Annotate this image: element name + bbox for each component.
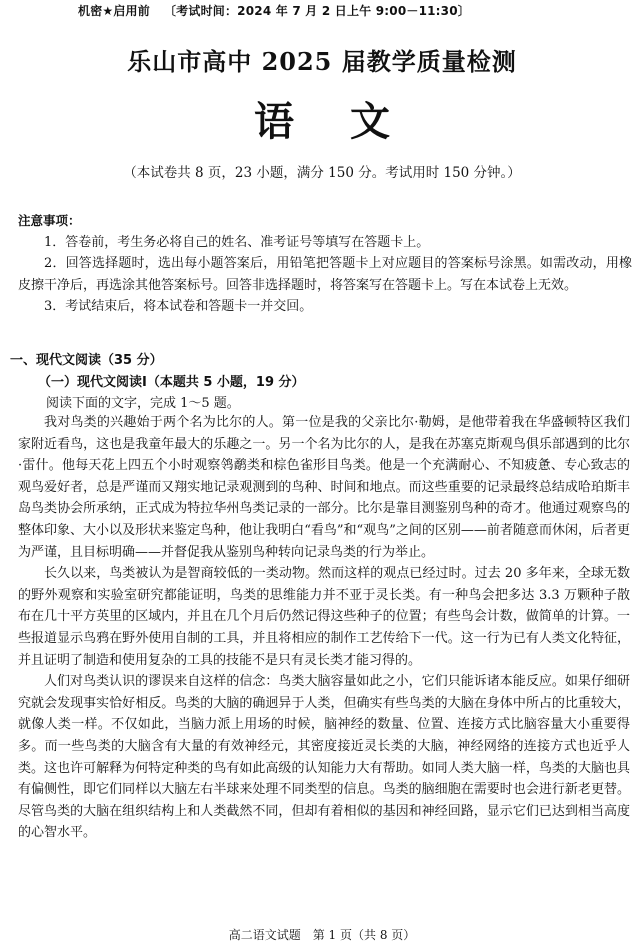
reading-instruction: 阅读下面的文字，完成 1～5 题。 <box>46 396 240 411</box>
exam-info: （本试卷共 8 页，23 小题，满分 150 分。考试用时 150 分钟。） <box>123 165 521 181</box>
passage-paragraph: 长久以来，鸟类被认为是智商较低的一类动物。然而这样的观点已经过时。过去 20 多年来，全球无数的野外观察和实验室研究都能证明，鸟类的思维能力并不亚于灵长类。有一种鸟会把多达 3.3 万颗种子散布在几十平方英里的区域内，并且在几个月后仍然记得这些种子的位置；有些鸟会计数，做简单的计算。一些报道显示鸟鸦在野外使用自制的工具，并且将相应的制作工艺传给下一代。这一行为已有人类文化特征，并且证明了制造和使用复杂的工具的技能不是只有灵长类才能习得的。 <box>18 566 630 668</box>
subject-title: 语文 <box>254 98 446 145</box>
note-item: 2．回答选择题时，选出每小题答案后，用铅笔把答题卡上对应题目的答案标号涂黑。如需改动，用橡皮擦干净后，再选涂其他答案标号。回答非选择题时，将答案写在答题卡上。写在本试卷上无效。 <box>18 256 632 293</box>
note-item: 3．考试结束后，将本试卷和答题卡一并交回。 <box>44 299 313 314</box>
subsection-heading: （一）现代文阅读Ⅰ（本题共 5 小题，19 分） <box>38 375 305 390</box>
passage-paragraph: 人们对鸟类认识的谬误来自这样的信念：鸟类大脑容量如此之小，它们只能诉诸本能反应。如果仔细研究就会发现事实恰好相反。鸟类的大脑的确迥异于人类，但确实有些鸟类的大脑在身体中所占的比重较大，就像人类一样。不仅如此，当脑力派上用场的时候，脑神经的数量、位置、连接方式比脑容量大小重要得多。而一些鸟类的大脑含有大量的有效神经元，其密度接近灵长类的大脑，神经网络的连接方式也近乎人类。这也许可解释为何特定种类的鸟有如此高级的认知能力大有帮助。如同人类大脑一样，鸟类的大脑也具有偏侧性，即它们同样以大脑左右半球来处理不同类型的信息。鸟类的脑细胞在需要时也会进行新老更替。尽管鸟类的大脑在组织结构上和人类截然不同，但却有着相似的基因和神经回路，显示它们已达到相当高度的心智水平。 <box>18 674 630 841</box>
reading-passage <box>18 412 630 844</box>
notes-section <box>18 210 632 318</box>
passage-paragraph: 我对鸟类的兴趣始于两个名为比尔的人。第一位是我的父亲比尔·勒姆，是他带着我在华盛顿特区我们家附近看鸟，这也是我童年最大的乐趣之一。另一个名为比尔的人，是我在苏塞克斯观鸟俱乐部遇到的比尔·雷什。他每天花上四五个小时观察鸰鹬类和棕色雀形目鸟类。他是一个充满耐心、不知疲惫、专心致志的观鸟爱好者，总是严谨而又翔实地记录观测到的鸟种、时间和地点。而这些重要的记录最终总结成哈珀斯丰岛鸟类协会所承纳，正式成为特拉华州鸟类记录的一部分。比尔是靠目测鉴别鸟种的奇才。他通过观察鸟的整体印象、大小以及形状来鉴定鸟种，他让我明白“看鸟”和“观鸟”之间的区别——前者随意而休闲，后者更为严谨，且目标明确——并督促我从鉴别鸟种转向记录鸟类的行为举止。 <box>18 415 630 560</box>
exam-title: 乐山市高中 2025 届教学质量检测 <box>127 47 517 76</box>
section-heading: 一、现代文阅读（35 分） <box>10 353 163 368</box>
exam-header <box>78 2 470 19</box>
exam-time: 〔考试时间：2024 年 7 月 2 日上午 9:00－11:30〕 <box>163 4 470 18</box>
confidential-label: 机密★启用前 <box>78 4 150 18</box>
note-item: 1．答卷前，考生务必将自己的姓名、准考证号等填写在答题卡上。 <box>44 234 430 250</box>
notes-heading: 注意事项： <box>18 213 81 228</box>
page-footer: 高二语文试题 第 1 页（共 8 页） <box>228 928 416 942</box>
